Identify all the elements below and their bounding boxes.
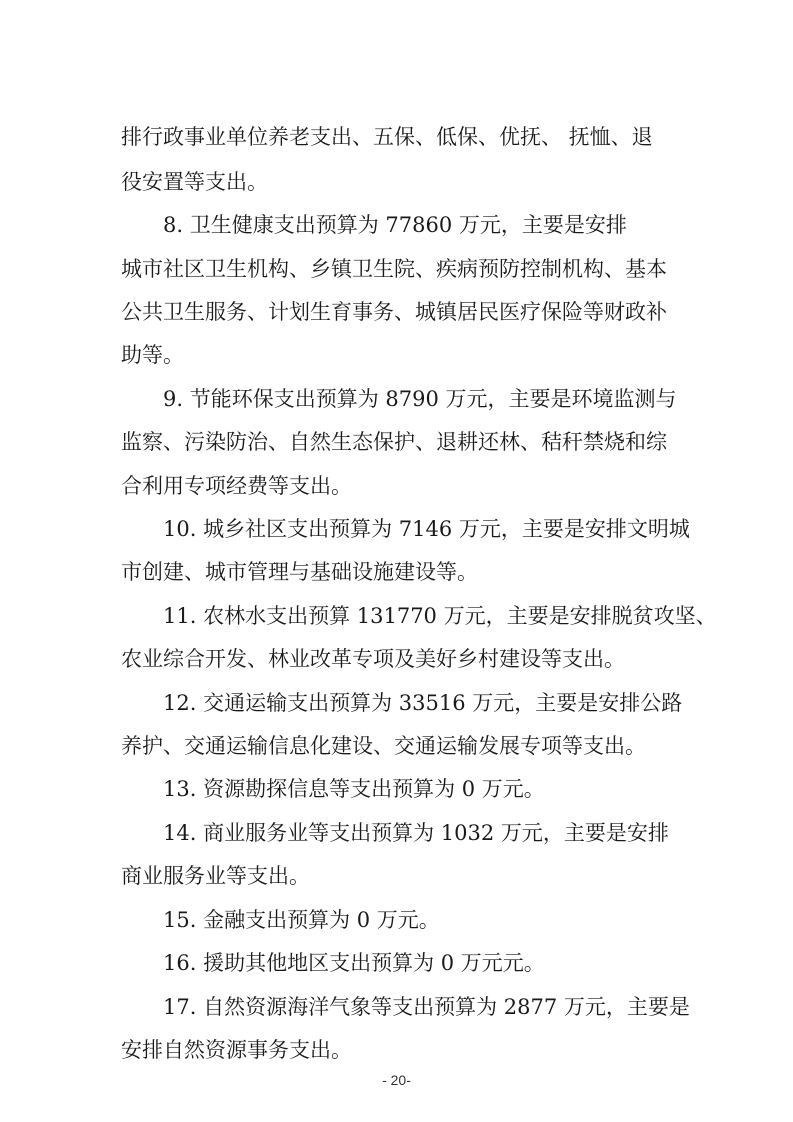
text-line: 安排自然资源事务支出。 [121,1038,352,1062]
text-line: 助等。 [121,343,184,367]
text-line: 排行政事业单位养老支出、五保、低保、优抚、 抚恤、退 [121,125,653,149]
text-line: 城市社区卫生机构、乡镇卫生院、疾病预防控制机构、基本 [121,257,667,281]
text-line: 公共卫生服务、计划生育事务、城镇居民医疗保险等财政补 [121,300,667,324]
text-line: 17. 自然资源海洋气象等支出预算为 2877 万元，主要是 [163,995,690,1019]
text-line: 16. 援助其他地区支出预算为 0 万元元。 [163,951,545,975]
text-line: 9. 节能环保支出预算为 8790 万元，主要是环境监测与 [163,387,677,411]
text-line: 市创建、城市管理与基础设施建设等。 [121,560,478,584]
text-line: 商业服务业等支出。 [121,864,310,888]
text-line: 农业综合开发、林业改革专项及美好乡村建设等支出。 [121,647,625,671]
text-line: 11. 农林水支出预算 131770 万元，主要是安排脱贫攻坚、 [163,604,717,628]
text-line: 15. 金融支出预算为 0 万元。 [163,908,440,932]
text-line: 役安置等支出。 [121,170,268,194]
text-line: 13. 资源勘探信息等支出预算为 0 万元。 [163,777,545,801]
text-line: 养护、交通运输信息化建设、交通运输发展专项等支出。 [121,734,646,758]
text-line: 监察、污染防治、自然生态保护、退耕还林、秸秆禁烧和综 [121,430,667,454]
text-line: 12. 交通运输支出预算为 33516 万元，主要是安排公路 [163,691,683,715]
text-line: 8. 卫生健康支出预算为 77860 万元，主要是安排 [163,213,627,237]
text-line: 合利用专项经费等支出。 [121,474,352,498]
page-number: - 20- [382,1072,411,1088]
text-line: 14. 商业服务业等支出预算为 1032 万元，主要是安排 [163,821,669,845]
text-line: 10. 城乡社区支出预算为 7146 万元，主要是安排文明城 [163,517,690,541]
